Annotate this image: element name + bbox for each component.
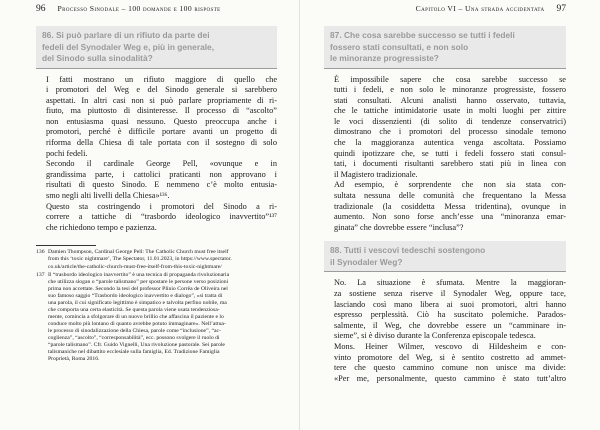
question-88-box — [324, 241, 566, 271]
running-head-right — [324, 4, 566, 18]
running-title-left: Processo Sinodale – 100 domande e 100 risposte — [57, 4, 221, 13]
paragraph — [36, 75, 277, 160]
question-rule — [324, 271, 566, 272]
text-line: risultati di questo Sinodo. E nemmeno c’è molto entusia- — [46, 180, 277, 190]
page-number-right: 97 — [556, 4, 566, 14]
footnote-line: co.uk/article/the-catholic-church-must-free-itself-from-this-toxic-nightmare/ — [48, 263, 222, 270]
text-line: smo negli alti livelli della Chiesa»¹³⁶. — [46, 191, 170, 201]
text-line: il Magistero tradizionale. — [334, 169, 418, 179]
text-line: No. La situazione è sfumata. Mentre la maggioran- — [334, 278, 566, 288]
text-line: grandissima parte, i cattolici praticanti non approvano i — [46, 169, 277, 179]
text-line: lasciando così mano libera ai suoi promotori, altri hanno — [334, 299, 566, 309]
text-line: sultata nessuna delle comunità che frequentano la Messa — [334, 191, 566, 201]
footnote-line: le processo di sinodalizzazione della Chiesa, parole come “inclusione”, “ac- — [48, 327, 221, 334]
footnote-line: conduce molto più lontano di quanto avrebbe potuto immaginare». Nell’attua- — [48, 320, 226, 327]
right-page — [300, 0, 600, 430]
text-line: tati, i documenti risultanti sarebbero stati più in linea con — [334, 159, 566, 169]
paragraph — [324, 278, 566, 342]
question-rule — [324, 68, 566, 69]
footnote-136 — [36, 249, 277, 270]
footnote-body — [48, 249, 232, 270]
text-line: che le tattiche intimidatorie usate in molti luoghi per zittire — [334, 106, 566, 116]
text-line: Mons. Heiner Wilmer, vescovo di Hildesheim e con- — [334, 341, 566, 351]
running-head-left — [36, 4, 277, 18]
text-line: stati consultati. Alcuni analisti hanno osservato, tuttavia, — [334, 95, 566, 105]
footnote-rule — [36, 245, 96, 246]
footnote-line: prima non accettate. Secondo la tesi del professor Plinio Corrêa de Oliveira nel — [48, 285, 228, 292]
footnote-line: mente, comincia a sfolgorare di un nuovo brillio che affascina il paziente e lo — [48, 313, 224, 320]
text-line: tere che questo cammino comune non unisce ma divide: — [334, 363, 566, 373]
footnote-line: Proprietà, Roma 2016. — [48, 356, 100, 363]
text-line: I fatti mostrano un rifiuto maggiore di quello che — [46, 74, 277, 84]
text-line: non entusiasma quasi nessuno. Questo preoccupa anche i — [46, 116, 277, 126]
text-line: promotori, perché è difficile portare avanti un progetto di — [46, 127, 277, 137]
footnote-line: suo famoso saggio “Trasbordo ideologico inavvertito e dialogo”, «si tratta di — [48, 292, 223, 299]
question-line: 86. Si può parlare di un rifiuto da parte dei — [42, 30, 210, 40]
footnote-number: 136 — [36, 249, 45, 256]
running-title-right: Capitolo VI – Una strada accidentata — [415, 4, 545, 13]
text-line: È impossibile sapere che cosa sarebbe successo se — [334, 74, 566, 84]
text-line: le voci dissenzienti (di solito di tendenze conservatrici) — [334, 116, 566, 126]
text-line: sieme”, si è diviso durante la Conferenza episcopale tedesca. — [334, 331, 536, 341]
text-line: aumento. Non sono forse anch’esse una “minoranza emar- — [334, 212, 566, 222]
question-line: del Sinodo sulla sinodalità? — [42, 53, 153, 63]
paragraph — [324, 75, 566, 181]
footnote-line: Il “trasbordo ideologico inavvertito” è una tecnica di propaganda rivoluzionaria — [48, 271, 230, 278]
question-line: le minoranze progressiste? — [330, 53, 439, 63]
paragraph — [324, 180, 566, 233]
footnote-number: 137 — [36, 271, 45, 278]
text-line: Ad esempio, è sorprendente che non sia stata con- — [334, 180, 566, 190]
text-line: aspettati. In altri casi non si può parlare propriamente di ri- — [46, 95, 277, 105]
paragraph — [36, 202, 277, 234]
text-line: espresso perplessità. Ciò ha suscitato polemiche. Parados- — [334, 310, 566, 320]
text-line: salmente, il Weg, che dovrebbe essere un “camminare in- — [334, 320, 566, 330]
question-rule — [36, 68, 277, 69]
answer-86 — [36, 75, 277, 234]
question-line: il Synodaler Weg? — [330, 256, 403, 267]
text-line: fiuto, ma piuttosto di disinteresse. Il processo di “ascolto” — [46, 106, 277, 116]
footnote-line: from this ‘toxic nightmare’, The Spectator, 11.01.2023, in https://www.spectator. — [48, 256, 232, 263]
text-line: ginata” che dovrebbe essere “inclusa”? — [334, 222, 464, 232]
text-line: correre a tattiche di “trasbordo ideologico inavvertito”¹³⁷ — [46, 212, 277, 222]
text-line: che la maggioranza autentica venga ascoltata. Possiamo — [334, 138, 566, 148]
text-line: Questo sta costringendo i promotori del Sinodo a ri- — [46, 201, 277, 211]
footnote-line: una parola, il cui significato legittimo è simpatico e talvolta perfino nobile, ma — [48, 299, 227, 306]
question-line: 88. Tutti i vescovi tedeschi sostengono — [330, 245, 486, 256]
text-line: tutti i fedeli, e non solo le minoranze progressiste, fossero — [334, 85, 566, 95]
answer-88 — [324, 278, 566, 384]
text-line: vinto promotore del Weg, si è sentito costretto ad ammet- — [334, 352, 566, 362]
text-line: za sostiene senza riserve il Synodaler Weg, oppure tace, — [334, 289, 566, 298]
paragraph — [324, 342, 566, 384]
paragraph — [36, 159, 277, 201]
question-line: 87. Che cosa sarebbe successo se tutti i fedeli — [330, 30, 515, 40]
footnote-line: che utilizza slogan o “parole talismano” per spostare le persone verso posizioni — [48, 278, 229, 285]
text-line: quindi ipotizzare che, se tutti i fedeli fossero stati consul- — [334, 148, 566, 158]
question-line: fossero stati consultati, e non solo — [330, 41, 469, 52]
text-line: i promotori del Weg e del Sinodo generale si sarebbero — [46, 85, 277, 95]
text-line: riforma della Chiesa di tale portata con il sostegno di solo — [46, 138, 277, 148]
footnotes — [36, 249, 277, 363]
footnote-line: coglienza”, “ascolto”, “corresponsabilità”, ecc. possono svolgere il ruolo di — [48, 334, 220, 341]
footnote-line: talismaniche nel dibattito ecclesiale sulla famiglia, Ed. Tradizione Famiglia — [48, 349, 220, 356]
footnote-line: Damien Thompson, Cardinal George Pell: The Catholic Church must free itself — [48, 249, 229, 256]
page-number-left: 96 — [36, 4, 46, 14]
answer-87 — [324, 75, 566, 234]
text-line: Secondo il cardinale George Pell, «ovunque e in — [46, 159, 277, 169]
question-86-box — [36, 26, 277, 68]
text-line: dimostrano che i promotori del processo sinodale temono — [334, 127, 566, 137]
question-line: fedeli del Synodaler Weg e, più in generale, — [42, 41, 215, 52]
question-87-box — [324, 26, 566, 68]
footnote-line: che comporta una certa elasticità. Se questa parola viene usata tendenziosa- — [48, 306, 220, 313]
text-line: che richiedono tempo e pazienza. — [46, 222, 157, 232]
text-line: tradizionale (la cosiddetta Messa tridentina), ovunque in — [334, 201, 566, 211]
footnote-137 — [36, 272, 277, 364]
footnote-body — [48, 272, 229, 364]
text-line: «Per me, personalmente, questo cammino è stato tutt’altro — [334, 373, 566, 383]
footnote-line: “parole talismano”. Cfr. Guido Vignelli, Una rivoluzione pastorale. Sei parole — [48, 342, 225, 349]
text-line: pochi fedeli. — [46, 148, 88, 158]
